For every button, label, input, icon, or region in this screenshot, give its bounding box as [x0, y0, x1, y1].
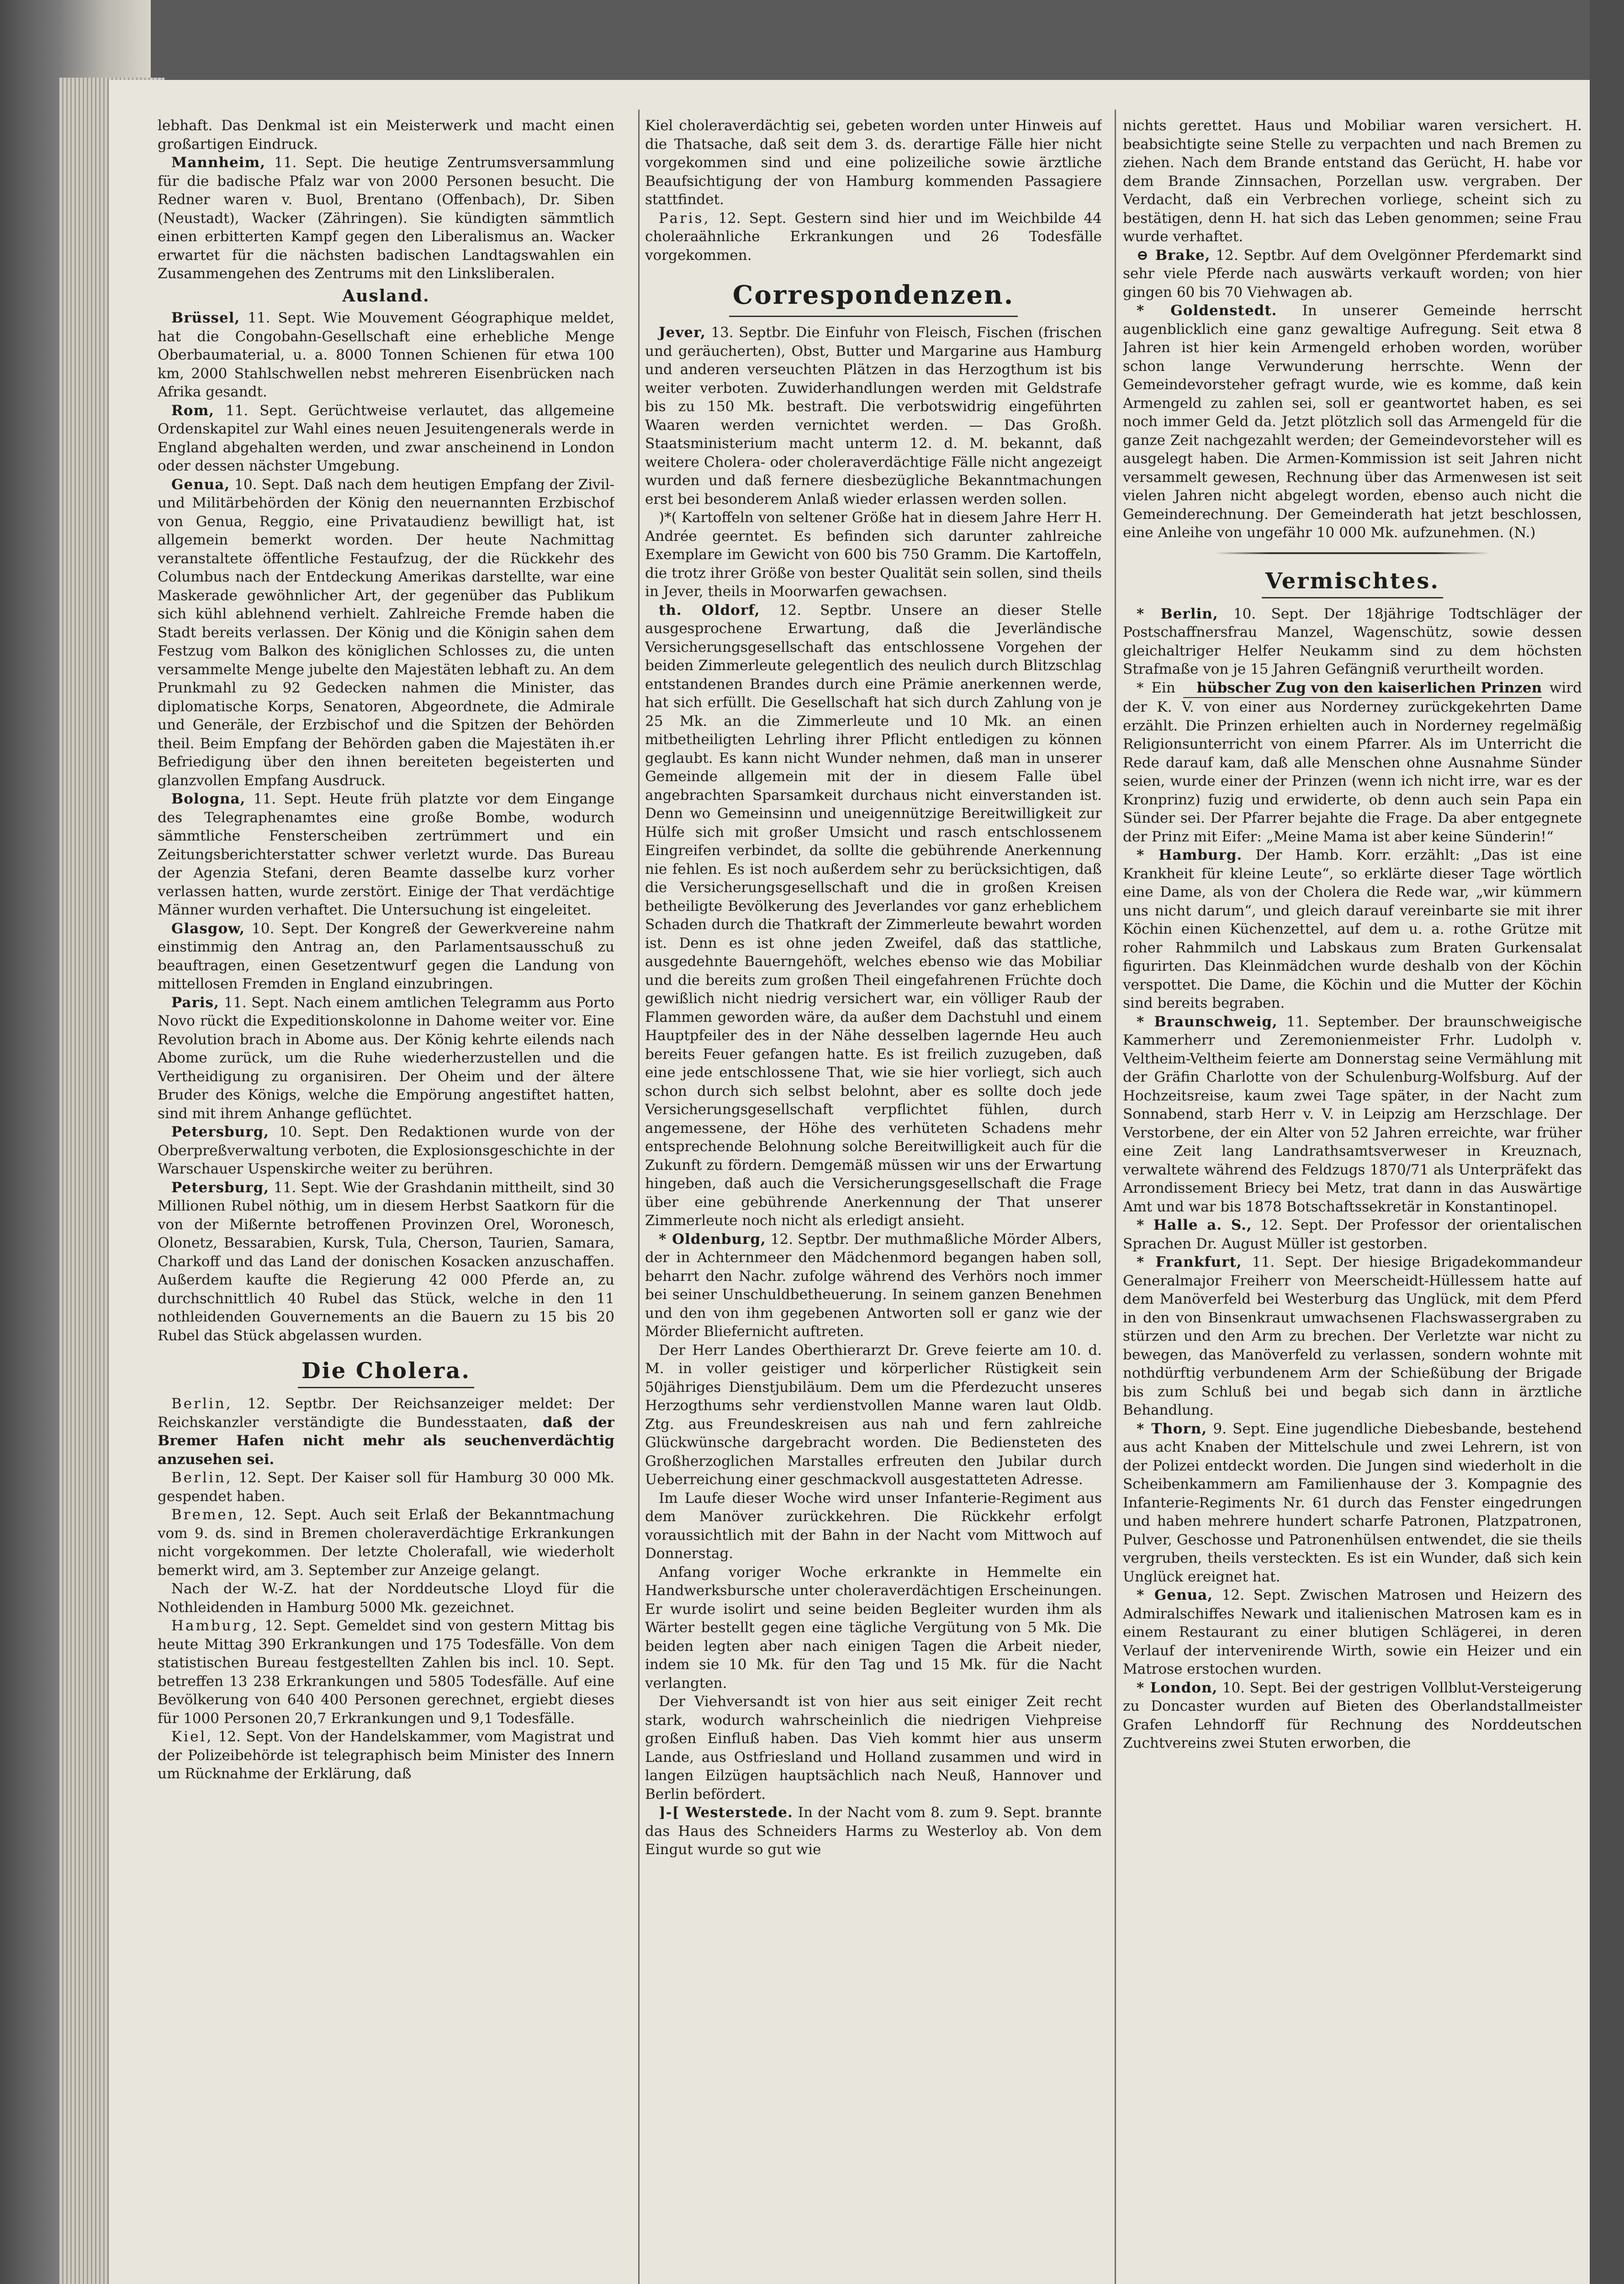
news-text: 11. Sept. Der hiesige Brigadekommandeur Generalmajor Freiherr von Meerscheidt-Hüllessem hatte auf dem Manöverfeld bei Westerburg das Unglück, mit dem Pferd in den von Binsenkraut umwachsenen Flachswassergraben zu stürzen und den Arm zu brechen. Der Verletzte war nicht zu bewegen, das Manöverfeld zu verlassen, sondern wohnte mit nothdürftig verbundenem Arm der Schießübung der Brigade bis zum Schluß bei und begab sich dann in ärztliche Behandlung. — [1123, 1254, 1582, 1418]
news-item — [158, 920, 614, 994]
dateline: * Genua, — [1137, 1587, 1213, 1603]
news-text: 11. Sept. Wie der Grashdanin mittheilt, sind 30 Millionen Rubel nöthig, um in diesem Herbst Saatkorn für die von der Mißernte betroffenen Provinzen Orel, Woronesch, Olonetz, Bessarabien, Kursk, Tula, Cherson, Taurien, Samara, Charkoff und das Land der donischen Kosacken anzuschaffen. Außerdem kaufte die Regierung 42 000 Pferde an, zu durchschnittlich 40 Rubel das Stück, welche in den 11 nothleidenden Gouvernements an die Bauern zu 15 bis 20 Rubel das Stück abgelassen wurden. — [158, 1179, 614, 1344]
news-item — [1123, 1216, 1582, 1253]
news-item — [158, 1123, 614, 1179]
news-item: Anfang voriger Woche erkrankte in Hemmelte ein Handwerksbursche unter choleraverdächtigen Erscheinungen. Er wurde isolirt und seine beiden Begleiter wurden ihm als Wärter bestellt gegen eine tägliche Vergütung von 5 Mk. Die beiden legten aber nach einigen Tagen die Arbeit nieder, indem sie 10 Mk. für den Tag und 15 Mk. für die Nacht verlangten. — [645, 1564, 1102, 1692]
news-text: 12. Sept. Der Professor der orientalischen Sprachen Dr. August Müller ist gestorben. — [1123, 1217, 1582, 1252]
dateline: Berlin, — [171, 1470, 233, 1486]
emphasis-text: daß der Bremer Hafen nicht mehr als seuchenverdächtig anzusehen sei. — [158, 1414, 614, 1468]
dateline: Berlin, — [171, 1396, 233, 1412]
scan-right-border — [1590, 0, 1624, 2284]
news-text: * Ein — [1137, 679, 1183, 696]
paragraph: lebhaft. Das Denkmal ist ein Meisterwerk und macht einen großartigen Eindruck. — [158, 117, 614, 153]
news-item — [1123, 1420, 1582, 1586]
news-item — [1123, 605, 1582, 679]
dateline: ]-[ Westerstede. — [659, 1804, 793, 1821]
news-item — [1123, 1586, 1582, 1679]
dateline: * Hamburg. — [1137, 847, 1243, 863]
dateline: Brüssel, — [171, 310, 240, 326]
news-item — [1123, 301, 1582, 542]
dateline: * Berlin, — [1137, 605, 1218, 622]
news-text: In der Nacht vom 8. zum 9. Sept. brannte das Haus des Schneiders Harms zu Westerloy ab. Von dem Eingut wurde so gut wie — [645, 1804, 1102, 1858]
section-heading-correspondenzen — [645, 275, 1102, 317]
news-text: 10. Sept. Bei der gestrigen Vollblut-Versteigerung zu Doncaster wurden auf Bieten des Oberlandstallmeister Grafen Lehndorff für Rechnung des Norddeutschen Zuchtvereins zwei Stuten erworben, die — [1123, 1679, 1582, 1751]
news-text: Der Hamb. Korr. erzählt: „Das ist eine Krankheit für kleine Leute“, so erklärte dieser Tage wörtlich eine Dame, als von der Cholera die Rede war, „wir kümmern uns nicht darum“, und gleich darauf vereinbarte sie mit ihrer Köchin einen Küchenzettel, auf dem u. a. rothe Grütze mit roher Rahmmilch und Labskaus zum Braten Gurkensalat figurirten. Das Kleinmädchen wurde deshalb von der Köchin verspottet. Die Dame, die Köchin und die Mutter der Köchin sind bereits begraben. — [1123, 847, 1582, 1011]
dateline: * Frankfurt, — [1137, 1254, 1242, 1270]
dateline: Glasgow, — [171, 920, 245, 937]
news-item: Der Herr Landes Oberthierarzt Dr. Greve feierte am 10. d. M. in voller geistiger und körperlicher Rüstigkeit sein 50jähriges Dienstjubiläum. Dem um die Pferdezucht unseres Herzogthums sehr verdienstvollen Manne waren laut Oldb. Ztg. aus Freundeskreisen aus nah und fern zahlreiche Glückwünsche dargebracht worden. Die Bediensteten des Großherzoglichen Marstalles erfreuten den Jubilar durch Ueberreichung einer geschmackvoll ausgestatteten Adresse. — [645, 1342, 1102, 1488]
news-text: 11. Sept. Gerüchtweise verlautet, das allgemeine Ordenskapitel zur Wahl eines neuen Jesuitengenerals werde in England abgehalten werden, und zwar anscheinend in London oder dessen nächster Umgebung. — [158, 402, 614, 474]
news-item — [645, 209, 1102, 265]
news-item — [1123, 846, 1582, 1013]
dateline: * Goldenstedt. — [1137, 302, 1277, 319]
divider-ornament — [1123, 550, 1582, 555]
dateline: Rom, — [171, 402, 215, 419]
news-item — [158, 1617, 614, 1728]
news-text: 12. Sept. Gestern sind hier und im Weichbilde 44 choleraähnliche Erkrankungen und 26 Todesfälle vorgekommen. — [645, 210, 1102, 264]
news-text: 12. Sept. Gemeldet sind von gestern Mittag bis heute Mittag 390 Erkrankungen und 175 Todesfälle. Von dem statistischen Bureau festgestellten Zahlen bis incl. 10. Sept. betreffen 13 238 Erkrankungen und 5805 Todesfälle. Auf eine Bevölkerung von 640 400 Personen gerechnet, ergiebt dieses für 1000 Personen 20,7 Erkrankungen und 9,1 Todesfälle. — [158, 1618, 614, 1727]
news-text: 10. Sept. Der Kongreß der Gewerkvereine nahm einstimmig den Antrag an, den Parlamentsausschuß zu beauftragen, einen Gesetzentwurf gegen die Landung von mittellosen Fremden in England einzubringen. — [158, 920, 614, 992]
news-text: 12. Sept. Auch seit Erlaß der Bekanntmachung vom 9. ds. sind in Bremen choleraverdächtige Erkrankungen nicht vorgekommen. Der letzte Cholerafall, wie wiederholt bemerkt wird, am 3. September zur Anzeige gelangt. — [158, 1507, 614, 1579]
dateline: * London, — [1137, 1679, 1218, 1696]
news-text: In unserer Gemeinde herrscht augenblicklich eine ganz gewaltige Aufregung. Seit etwa 8 Jahren ist hier kein Armengeld erhoben worden, worüber schon lange Verwunderung herrschte. Wenn der Gemeindevorsteher gefragt wurde, wie es komme, daß kein Armengeld zu zahlen sei, soll er geantwortet haben, es sei noch immer Geld da. Jetzt plötzlich soll das Armengeld für die ganze Zeit nachgezahlt werden; der Gemeindevorsteher will es ausgelegt haben. Die Armen-Kommission ist seit Jahren nicht versammelt gewesen, Rechnung über das Armenwesen ist seit vielen Jahren nicht abgelegt worden, ebenso auch nicht die Gemeinderechnung. Der Gemeinderath hat jetzt beschlossen, eine Anleihe von ungefähr 10 000 Mk. aufzunehmen. (N.) — [1123, 302, 1582, 541]
news-text: wird der K. V. von einer aus Norderney zurückgekehrten Dame erzählt. Die Prinzen erhielten auch in Norderney regelmäßig Religionsunterricht von einem Pfarrer. Als im Unterricht die Rede darauf kam, daß alle Menschen ohne Ausnahme Sünder seien, wurde einer der Prinzen (wenn ich nicht irre, war es der Kronprinz) fuzig und erwiderte, ob denn auch sein Papa ein Sünder sei. Der Pfarrer bejahte die Frage. Da aber entgegnete der Prinz mit Eifer: „Meine Mama ist aber keine Sünderin!“ — [1123, 679, 1582, 845]
news-item — [158, 1179, 614, 1345]
news-text: 12. Septbr. Auf dem Ovelgönner Pferdemarkt sind sehr viele Pferde nach auswärts verkauft worden; von hier gingen 60 bis 70 Viehwagen ab. — [1123, 247, 1582, 301]
dateline: Hamburg, — [171, 1618, 259, 1634]
news-item — [1123, 246, 1582, 302]
dateline: Paris, — [659, 210, 710, 227]
column-3 — [1123, 116, 1582, 2284]
news-item: Der Viehversandt ist von hier aus seit einiger Zeit recht stark, wodurch wahrscheinlich die niedrigen Viehpreise großen Einfluß haben. Das Vieh kommt hier aus unserm Lande, aus Ostfriesland und Holland zusammen und wird in langen Eilzügen hauptsächlich nach Neuß, Hannover und Berlin befördert. — [645, 1693, 1102, 1803]
dateline: * Thorn, — [1137, 1420, 1207, 1437]
heading-text: Correspondenzen. — [729, 275, 1018, 317]
news-item — [158, 790, 614, 920]
news-item — [645, 1803, 1102, 1859]
news-item — [1123, 1679, 1582, 1753]
news-text: 12. Septbr. Unsere an dieser Stelle ausgesprochene Erwartung, daß die Jeverländische Versicherungsgesellschaft das entschlossene Vorgehen der beiden Zimmerleute gelegentlich des neulich durch Blitzschlag entstandenen Brandes durch eine Prämie anerkennen werde, hat sich erfüllt. Die Gesellschaft hat sich durch Zahlung von je 25 Mk. an die Zimmerleute und 10 Mk. an einen mitbetheiligten Lehrling ihrer Pflicht entledigen zu können geglaubt. Es kann nicht Wunder nehmen, daß man in unserer Gemeinde allgemein mit der in diesem Falle übel angebrachten Sparsamkeit durchaus nicht einverstanden ist. Denn wo Gemeinsinn und uneigennützige Bereitwilligkeit zur Hülfe sich mit großer Umsicht und rasch entschlossenem Eingreifen verbindet, da sollte die gebührende Anerkennung nie fehlen. Es ist noch außerdem sehr zu berücksichtigen, daß die Versicherungsgesellschaft und die in großen Kreisen betheiligte Bevölkerung des Jeverlandes vor ganz erheblichem Schaden durch die Thatkraft der Zimmerleute bewahrt worden ist. Denn es ist ohne jeden Zweifel, daß das stattliche, ausgedehnte Bauerngehöft, welches ebenso wie das Mobiliar und die bereits zum großen Theil eingefahrenen Früchte doch gewißlich nicht niedrig versichert war, ein völliger Raub der Flammen geworden wäre, da außer dem Dachstuhl und einem Hauptpfeiler des in der Nähe desselben lagernde Heu auch bereits Feuer gefangen hatte. Es ist freilich zuzugeben, daß eine jede entschlossene That, wie sie hier vorliegt, sich auch schon durch sich selbst belohnt, aber es sollte doch jede Versicherungsgesellschaft verpflichtet fühlen, durch angemessene, der Höhe des verhüteten Schadens mehr entsprechende Belohnung solche Bereitwilligkeit auch für die Zukunft zu fördern. Demgemäß müssen wir uns der Erwartung hingeben, daß auch die Versicherungsgesellschaft die Frage über eine gebührende Anerkennung der That unserer Zimmerleute noch nicht als erledigt ansieht. — [645, 602, 1102, 1229]
news-text: 12. Sept. Zwischen Matrosen und Heizern des Admiralschiffes Newark und italienischen Matrosen kam es in einem Restaurant zu einer blutigen Schlägerei, in deren Verlauf der intervenirende Wirth, sowie ein Heizer und ein Matrose erstochen wurden. — [1123, 1587, 1582, 1677]
dateline: Genua, — [171, 476, 230, 493]
dateline: Jever, — [659, 324, 706, 341]
news-item: Nach der W.-Z. hat der Norddeutsche Lloyd für die Nothleidenden in Hamburg 5000 Mk. gezeichnet. — [158, 1581, 614, 1616]
dateline: ⊖ Brake, — [1137, 247, 1211, 264]
column-rule-1 — [638, 110, 640, 2284]
news-text: 12. Sept. Der Kaiser soll für Hamburg 30 000 Mk. gespendet haben. — [158, 1470, 614, 1505]
news-item — [158, 1506, 614, 1580]
scan-top-border — [0, 0, 1624, 80]
news-item — [645, 323, 1102, 508]
news-item — [645, 1230, 1102, 1341]
news-item — [158, 153, 614, 283]
heading-text: Vermischtes. — [1262, 565, 1443, 598]
news-item — [1123, 679, 1582, 846]
section-heading-ausland: Ausland. — [342, 286, 430, 306]
dateline: Kiel, — [171, 1729, 213, 1745]
news-text: 9. Sept. Eine jugendliche Diebesbande, bestehend aus acht Knaben der Mittelschule und zwei Lehrern, ist von der Polizei entdeckt worden. Die Jungen sind wiederholt in die Scheibenkammern am Familienhause der 3. Kompagnie des Infanterie-Regiments Nr. 61 durch das Fenster eingedrungen und haben mehrere hundert scharfe Patronen, Platzpatronen, Pulver, Geschosse und Patronenhülsen entwendet, die sie theils vergruben, theils versteckten. Es ist ein Wunder, daß sich kein Unglück ereignet hat. — [1123, 1420, 1582, 1585]
news-item — [158, 1728, 614, 1783]
news-text: 12. Sept. Von der Handelskammer, vom Magistrat und der Polizeibehörde ist telegraphisch beim Minister des Innern um Rücknahme der Erklärung, daß — [158, 1729, 614, 1782]
news-item: Im Laufe dieser Woche wird unser Infanterie-Regiment aus dem Manöver zurückkehren. Die Rückkehr erfolgt voraussichtlich mit der Bahn in der Nacht vom Mittwoch auf Donnerstag. — [645, 1490, 1102, 1562]
dateline: * Oldenburg, — [659, 1231, 766, 1248]
news-text: 11. Sept. Nach einem amtlichen Telegramm aus Porto Novo rückt die Expeditionskolonne in Dahome weiter vor. Eine Revolution brach in Abome aus. Der König kehrte eilends nach Abome zurück, um die Ruhe wiederherzustellen und die Vertheidigung zu organisiren. Der Oheim und der ältere Bruder des Königs, welche die Empörung angestiftet hatten, sind mit ihrem Anhange geflüchtet. — [158, 994, 614, 1122]
news-text: 11. Sept. Die heutige Zentrumsversammlung für die badische Pfalz war von 2000 Personen besucht. Die Redner waren v. Buol, Brentano (Offenbach), Dr. Siben (Neustadt), Wacker (Zähringen). Sie kündigten sämmtlich einen erbitterten Kampf gegen den Liberalismus an. Wacker erwartet für die nächsten badischen Landtagswahlen ein Zusammengehen des Zentrums mit den Linksliberalen. — [158, 154, 614, 282]
news-item: )*( Kartoffeln von seltener Größe hat in diesem Jahre Herr H. Andrée geerntet. Es befinden sich darunter zahlreiche Exemplare im Gewicht von 600 bis 750 Gramm. Die Kartoffeln, die trotz ihrer Größe von bester Qualität sein sollen, sind theils in Jever, theils in Moorwarfen gewachsen. — [645, 509, 1102, 600]
news-item — [1123, 1253, 1582, 1420]
dateline: Bologna, — [171, 791, 246, 807]
dateline: * Braunschweig, — [1137, 1013, 1278, 1030]
news-item — [1123, 1013, 1582, 1216]
column-2 — [645, 116, 1102, 2284]
news-text: 10. Sept. Daß nach dem heutigen Empfang der Zivil- und Militärbehörden der König den neuernannten Erzbischof von Genua, Reggio, eine Privataudienz bewilligt hat, ist allgemein bemerkt worden. Der heute Nachmittag veranstaltete öffentliche Festaufzug, der die Rückkehr des Columbus nach der Entdeckung Amerikas darstellte, war eine Maskerade gewöhnlicher Art, der gegenüber das Publikum sich kühl ablehnend verhielt. Zahlreiche Fremde haben die Stadt bereits verlassen. Der König und die Königin sahen dem Festzug vom Balkon des königlichen Schlosses zu, die unten versammelte Menge jubelte den Majestäten lebhaft zu. An dem Prunkmahl zu 92 Gedecken nahmen die Minister, das diplomatische Korps, Senatoren, Abgeordnete, die Admirale und Generäle, der Erzbischof und die Spitzen der Behörden theil. Beim Empfang der Behörden gaben die Majestäten ih.er Befriedigung über den ihnen bereiteten begeisterten und glanzvollen Empfang Ausdruck. — [158, 476, 614, 789]
news-item — [158, 994, 614, 1123]
news-text: 13. Septbr. Die Einfuhr von Fleisch, Fischen (frischen und geräucherten), Obst, Butter und Margarine aus Hamburg und anderen verseuchten Plätzen in das Herzogthum ist bis weiter verboten. Zuwiderhandlungen werden mit Geldstrafe bis zu 150 Mk. bestraft. Die verbotswidrig eingeführten Waaren werden vernichtet werden. — Das Großh. Staatsministerium macht unterm 12. d. M. bekannt, daß weitere Cholera- oder choleraverdächtige Fälle nicht angezeigt wurden und daß fernere diesbezügliche Bekanntmachungen erst bei besonderem Anlaß wieder erlassen werden sollen. — [645, 324, 1102, 508]
news-text: 10. Sept. Den Redaktionen wurde von der Oberpreßverwaltung verboten, die Explosionsgeschichte in der Warschauer Uspenskirche weiter zu berühren. — [158, 1124, 614, 1177]
dateline: th. Oldorf, — [659, 602, 760, 619]
dateline: Paris, — [171, 994, 219, 1011]
news-item — [158, 309, 614, 402]
news-item — [645, 601, 1102, 1230]
news-text: 12. Septbr. Der muthmaßliche Mörder Albers, der in Achternmeer den Mädchenmord begangen haben soll, beharrt den Nachr. zufolge während des Verhörs noch immer bei seiner Unschuldbetheuerung. In seinem ganzen Benehmen und den von ihm gegebenen Antworten soll er ganz wie der Mörder Bliefernicht auftreten. — [645, 1231, 1102, 1340]
column-rule-2 — [1115, 110, 1116, 2284]
news-text: 12. Septbr. Der Reichsanzeiger meldet: Der Reichskanzler verständigte die Bundesstaaten, — [158, 1396, 614, 1431]
section-heading-vermischtes — [1123, 565, 1582, 598]
news-item — [158, 1469, 614, 1506]
emphasis-text: hübscher Zug von den kaiserlichen Prinzen — [1183, 679, 1542, 698]
paragraph: nichts gerettet. Haus und Mobiliar waren versichert. H. beabsichtigte seine Stelle zu verpachten und nach Bremen zu ziehen. Nach dem Brande entstand das Gerücht, H. habe vor dem Brande Zinnsachen, Porzellan usw. vergraben. Der Verdacht, daß ein Verbrechen vorliege, scheint sich zu bestätigen, denn H. hat sich das Leben genommen; seine Frau wurde verhaftet. — [1123, 117, 1582, 245]
section-heading-cholera — [158, 1355, 614, 1388]
dateline: Petersburg, — [171, 1179, 270, 1196]
news-text: 11. Sept. Wie Mouvement Géographique meldet, hat die Congobahn-Gesellschaft eine erhebliche Menge Oberbaumaterial, u. a. 8000 Tonnen Schienen für etwa 100 km, 2000 Stahlschwellen nebst mehreren Eisenbrücken nach Afrika gesandt. — [158, 310, 614, 400]
dateline: Petersburg, — [171, 1124, 270, 1140]
dateline: Mannheim, — [171, 154, 266, 171]
news-text: 11. September. Der braunschweigische Kammerherr und Zeremonienmeister Frhr. Ludolph v. Veltheim-Veltheim feierte am Donnerstag seine Vermählung mit der Gräfin Charlotte von der Schulenburg-Wolfsburg. Auf der Hochzeitsreise, kaum zwei Tage später, in der Nacht zum Sonnabend, starb Herr v. V. in Leipzig am Herzschlage. Der Verstorbene, der ein Alter von 52 Jahren erreichte, war früher eine Zeit lang Landrathsamtsverweser in Kreuznach, verwaltete während des Feldzugs 1870/71 als Unterpräfekt das Arrondissement Briecy bei Metz, trat dann in das Auswärtige Amt und war bis 1878 Botschaftssekretär in Konstantinopel. — [1123, 1013, 1582, 1215]
news-item — [158, 476, 614, 790]
column-1 — [158, 116, 614, 2284]
paragraph: Kiel choleraverdächtig sei, gebeten worden unter Hinweis auf die Thatsache, daß seit dem 3. ds. derartige Fälle hier nicht vorgekommen sind und eine polizeiliche sowie ärztliche Beaufsichtigung der von Hamburg kommenden Passagiere stattfindet. — [645, 117, 1102, 208]
dateline: Bremen, — [171, 1507, 245, 1523]
news-text: 11. Sept. Heute früh platzte vor dem Eingange des Telegraphenamtes eine große Bombe, wodurch sämmtliche Fensterscheiben zertrümmert und ein Zeitungsberichterstatter schwer verletzt wurde. Das Bureau der Agenzia Stefani, deren Beamte dasselbe kurz vorher verlassen hatten, wurde zerstört. Einige der That verdächtige Männer wurden verhaftet. Die Untersuchung ist eingeleitet. — [158, 791, 614, 918]
news-text: 10. Sept. Der 18jährige Todtschläger der Postschaffnersfrau Manzel, Wagenschütz, sowie dessen gleichaltriger Helfer Neukamm sind zu dem höchsten Strafmaße von je 15 Jahren Gefängniß verurtheilt worden. — [1123, 605, 1582, 677]
dateline: * Halle a. S., — [1137, 1217, 1252, 1233]
news-item — [158, 402, 614, 476]
news-item — [158, 1395, 614, 1469]
heading-text: Die Cholera. — [298, 1355, 474, 1388]
